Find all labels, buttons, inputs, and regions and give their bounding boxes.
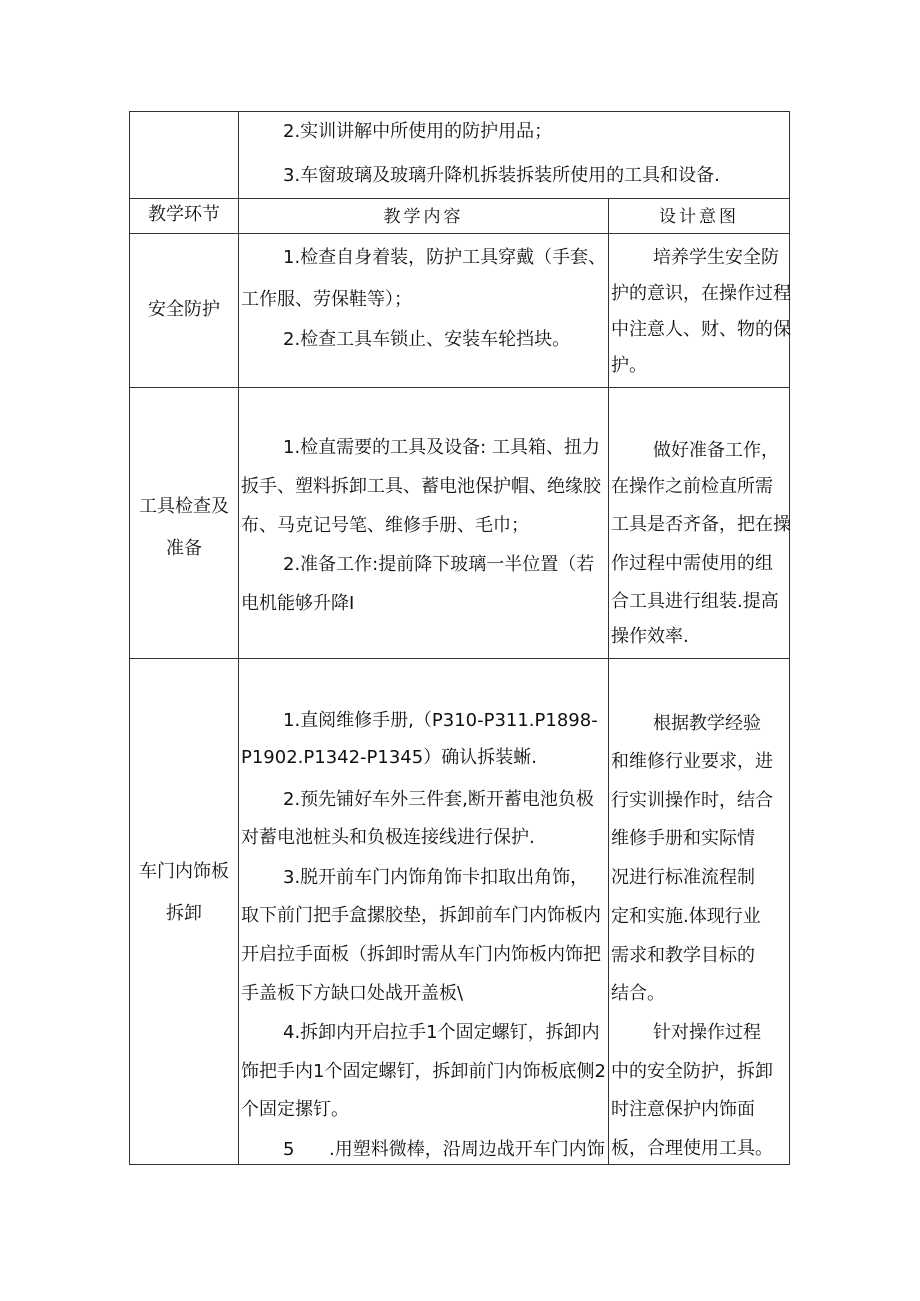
intent-line: 做好准备工作， bbox=[653, 440, 779, 461]
content-line: 1.检直需要的工具及设备: 工具箱、扭力 bbox=[283, 437, 600, 458]
content-line: 2.实训讲解中所使用的防护用品； bbox=[283, 121, 553, 142]
intent-line: 时注意保护内饰面 bbox=[611, 1099, 755, 1120]
intent-line: 定和实施.体现行业 bbox=[611, 906, 761, 927]
intent-line: 针对操作过程 bbox=[653, 1022, 761, 1043]
content-cell bbox=[238, 387, 609, 659]
header-cell-stage bbox=[129, 198, 239, 234]
content-line: 1.直阅维修手册,（P310-P311.P1898- bbox=[283, 710, 598, 731]
table-row-safety bbox=[129, 233, 790, 388]
intent-line: 作过程中需使用的组 bbox=[611, 553, 773, 574]
intent-line: 根据教学经验 bbox=[653, 713, 761, 734]
content-cell bbox=[238, 111, 790, 199]
content-line: .用塑料微棒，沿周边战开车门内饰 bbox=[329, 1139, 605, 1160]
intent-line: 护。 bbox=[611, 355, 647, 376]
intent-line: 行实训操作时，结合 bbox=[611, 790, 773, 811]
content-line: 手盖板下方缺口处战开盖板\ bbox=[241, 983, 464, 1004]
intent-line: 需求和教学目标的 bbox=[611, 945, 755, 966]
intent-line: 合工具进行组装.提高 bbox=[611, 591, 779, 612]
table-header-row bbox=[129, 198, 790, 234]
content-line: 5 bbox=[283, 1139, 295, 1160]
intent-line: 维修手册和实际情 bbox=[611, 828, 755, 849]
table-row-door-trim bbox=[129, 658, 790, 1165]
content-line: 取下前门把手盒摞胶垫，拆卸前车门内饰板内 bbox=[241, 905, 601, 926]
content-line: 扳手、塑料拆卸工具、蓄电池保护帽、绝缘胶 bbox=[241, 476, 601, 497]
content-line: 布、马克记号笔、维修手册、毛巾； bbox=[241, 515, 529, 536]
intent-cell bbox=[608, 387, 790, 659]
stage-cell bbox=[129, 387, 239, 659]
intent-line: 在操作之前检直所需 bbox=[611, 476, 773, 497]
stage-cell-empty bbox=[129, 111, 239, 199]
header-cell-content bbox=[238, 198, 609, 234]
content-line: 电机能够升降I bbox=[241, 593, 355, 614]
intent-line: 工具是否齐备，把在操 bbox=[611, 514, 791, 535]
content-line: 3.脱开前车门内饰角饰卡扣取出角饰， bbox=[283, 867, 589, 888]
content-cell bbox=[238, 233, 609, 388]
intent-line: 和维修行业要求，进 bbox=[611, 751, 773, 772]
stage-label: 安全防护 bbox=[148, 299, 220, 320]
intent-line: 护的意识，在操作过程 bbox=[611, 283, 791, 304]
stage-label-line: 准备 bbox=[166, 538, 202, 559]
content-line: 3.车窗玻璃及玻璃升降机拆装拆装所使用的工具和设备. bbox=[283, 165, 720, 186]
intent-line: 中的安全防护，拆卸 bbox=[611, 1061, 773, 1082]
content-line: 饰把手内1个固定螺钉，拆卸前门内饰板底侧2 bbox=[241, 1061, 606, 1082]
header-intent-label: 设计意图 bbox=[659, 207, 739, 227]
header-stage-label: 教学环节 bbox=[148, 204, 220, 225]
content-line: 2.预先铺好车外三件套,断开蓄电池负极 bbox=[283, 789, 594, 810]
intent-line: 中注意人、财、物的保 bbox=[611, 319, 791, 340]
content-line: 4.拆卸内开启拉手1个固定螺钉，拆卸内 bbox=[283, 1022, 600, 1043]
intent-cell bbox=[608, 233, 790, 388]
content-cell bbox=[238, 658, 609, 1165]
intent-line: 板，合理使用工具。 bbox=[611, 1138, 773, 1159]
stage-cell bbox=[129, 233, 239, 388]
content-line: 2.准备工作:提前降下玻璃一半位置（若 bbox=[283, 554, 595, 575]
stage-label-line: 拆卸 bbox=[166, 903, 202, 924]
content-line: 1.检查自身着装，防护工具穿戴（手套、 bbox=[283, 247, 607, 268]
intent-line: 结合。 bbox=[611, 983, 665, 1004]
content-line: P1902.P1342-P1345）确认拆装蜥. bbox=[241, 747, 537, 768]
stage-label-line: 工具检查及 bbox=[139, 496, 229, 517]
content-line: 个固定摞钉。 bbox=[241, 1099, 349, 1120]
content-line: 对蓄电池桩头和负极连接线进行保护. bbox=[241, 827, 535, 848]
content-line: 开启拉手面板（拆卸时需从车门内饰板内饰把 bbox=[241, 944, 601, 965]
header-content-label: 教学内容 bbox=[383, 207, 464, 227]
intent-line: 况进行标准流程制 bbox=[611, 867, 755, 888]
stage-cell bbox=[129, 658, 239, 1165]
intent-line: 培养学生安全防 bbox=[653, 247, 779, 268]
table-row-continuation bbox=[129, 111, 790, 199]
header-cell-intent bbox=[608, 198, 790, 234]
content-line: 2.检查工具车锁止、安装车轮挡块。 bbox=[283, 329, 571, 350]
stage-label-line: 车门内饰板 bbox=[139, 861, 229, 882]
table-row-tools bbox=[129, 387, 790, 659]
intent-line: 操作效率. bbox=[611, 626, 689, 647]
intent-cell bbox=[608, 658, 790, 1165]
content-line: 工作服、劳保鞋等）； bbox=[241, 289, 412, 310]
